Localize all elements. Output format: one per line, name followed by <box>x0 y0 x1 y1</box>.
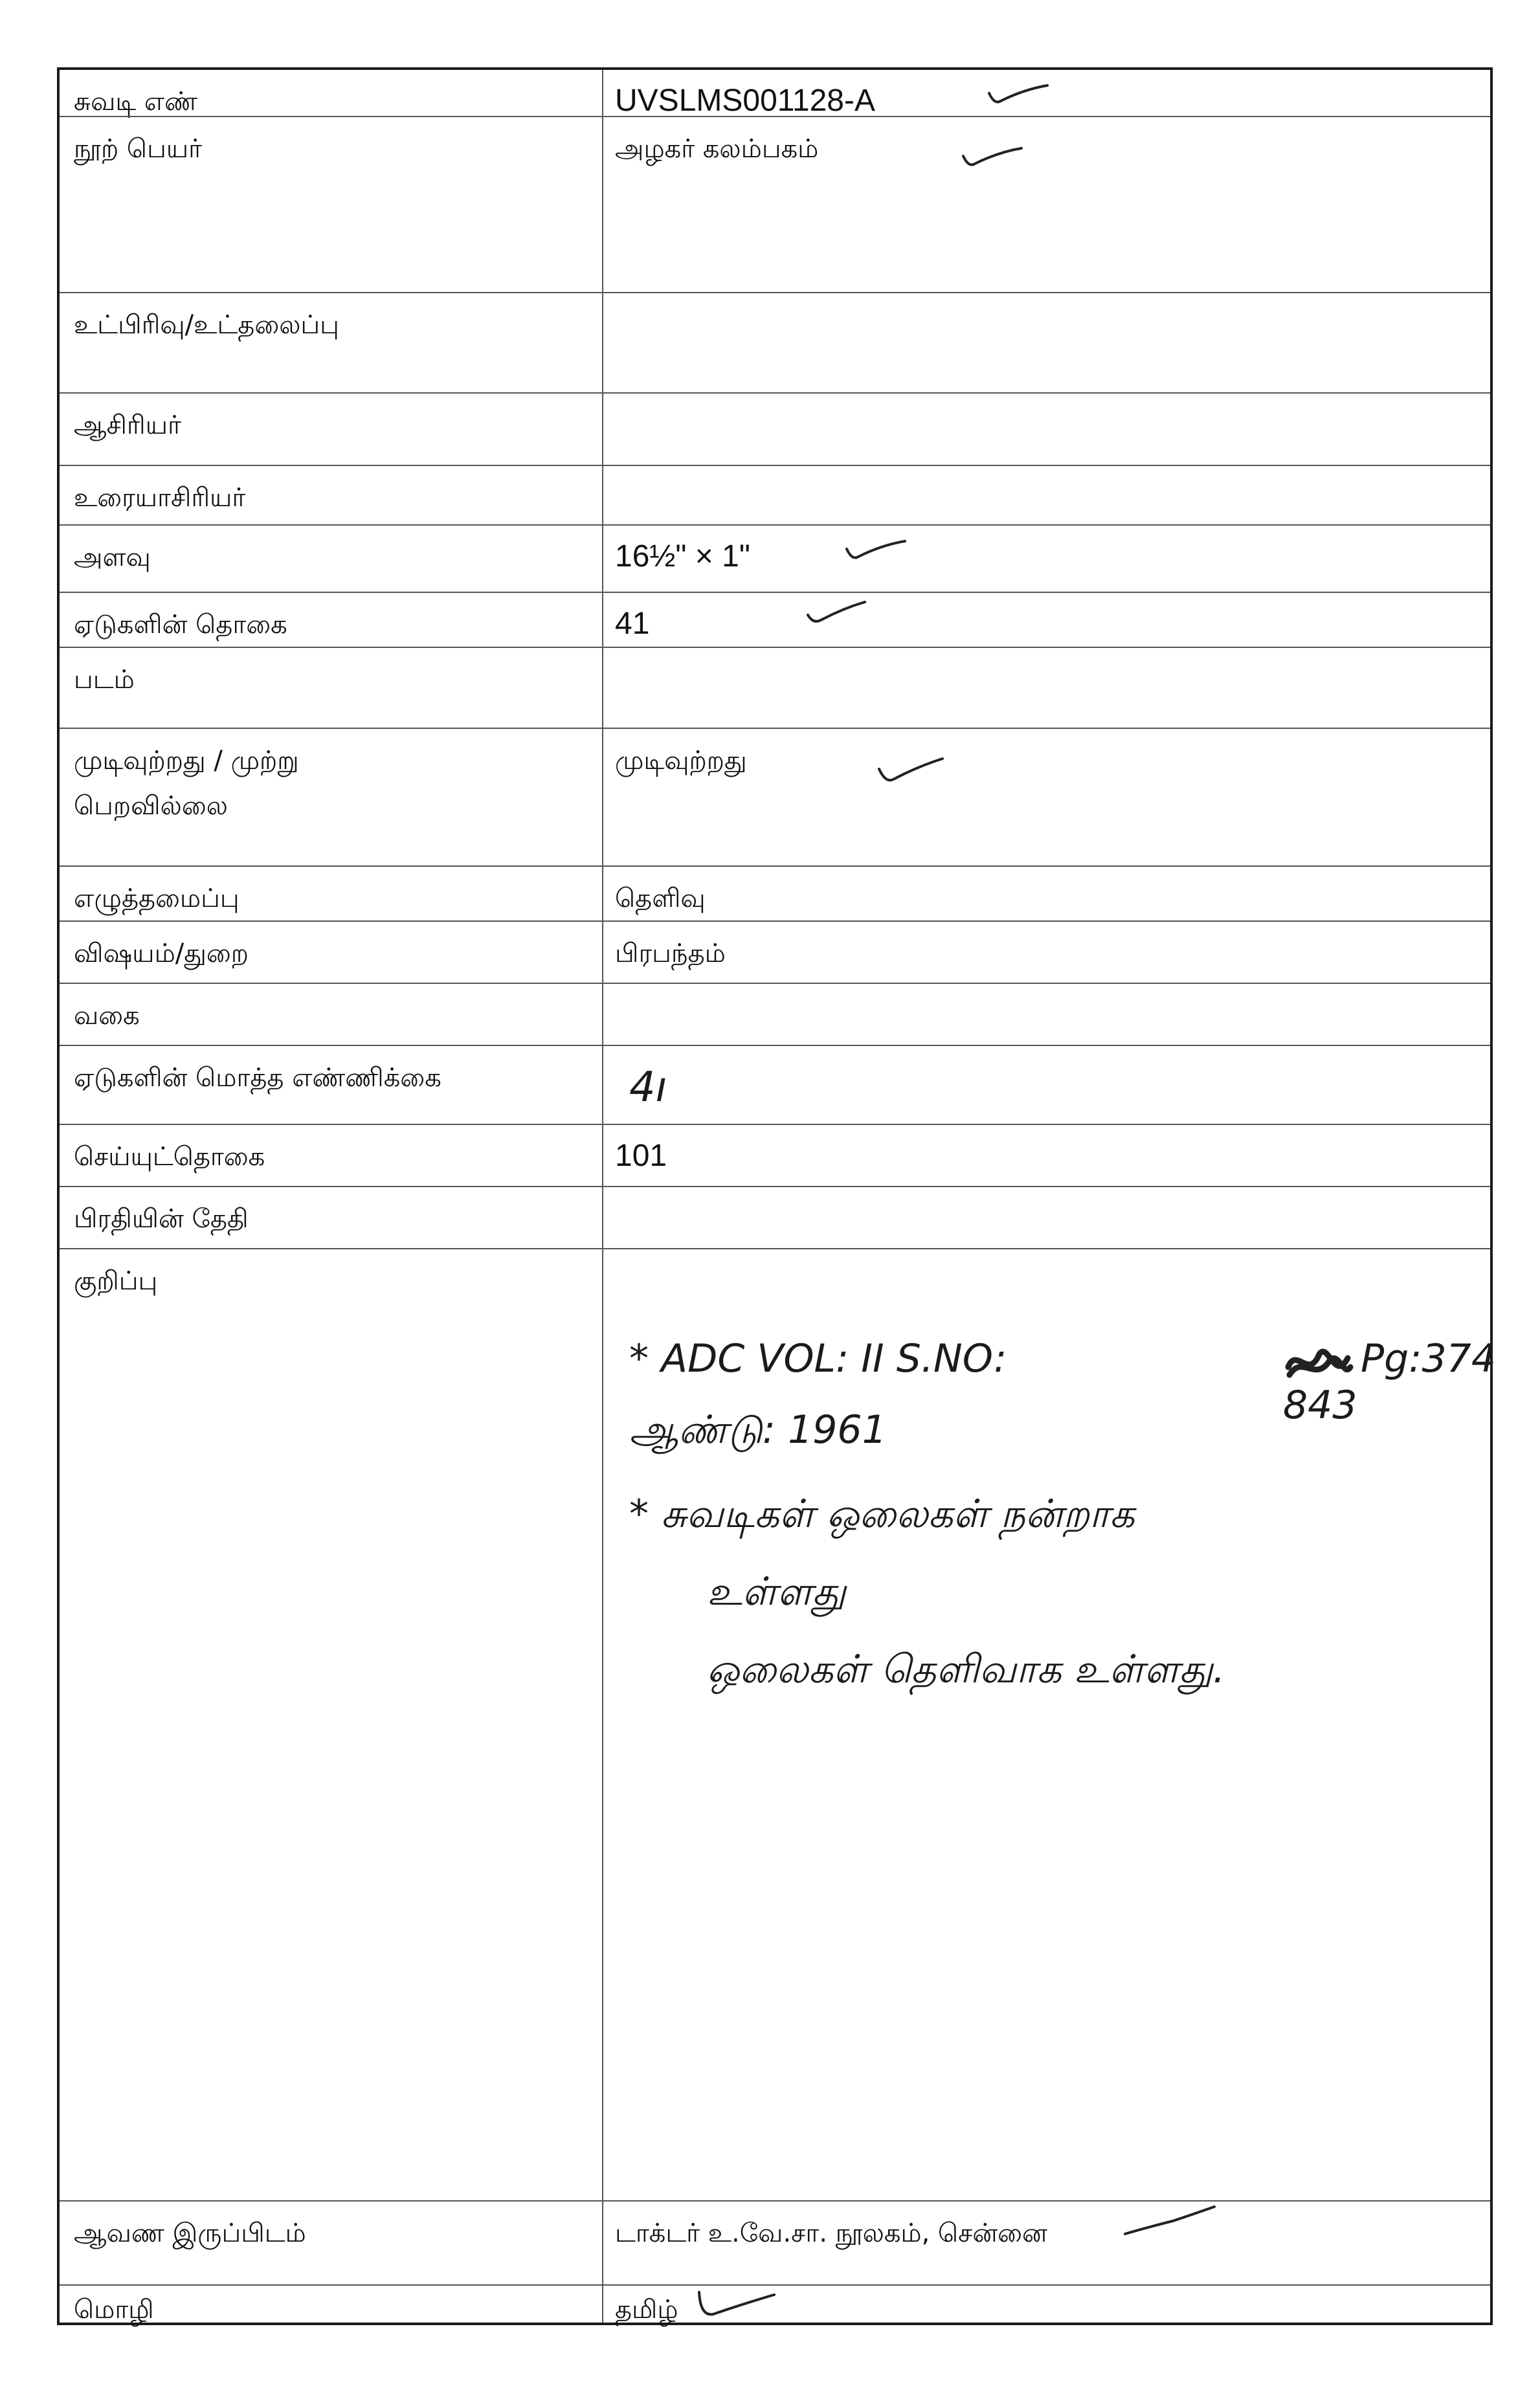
row-commentator <box>60 465 1490 526</box>
value-verse-count: 101 <box>615 1139 667 1173</box>
note-page: Pg:374 <box>1361 1336 1497 1381</box>
label-completion: முடிவுற்றது / முற்று பெறவில்லை <box>74 746 299 821</box>
label-verse-count: செய்யுட்தொகை <box>74 1142 265 1172</box>
check-mark-icon <box>959 144 1024 170</box>
row-manuscript-number <box>60 70 1490 116</box>
row-completion <box>60 728 1490 867</box>
row-script <box>60 865 1490 922</box>
value-completion: முடிவுற்றது <box>615 746 747 775</box>
row-copy-date <box>60 1186 1490 1249</box>
value-subject: பிரபந்தம் <box>615 939 726 968</box>
label-language: மொழி <box>74 2295 154 2325</box>
value-title: அழகர் கலம்பகம் <box>615 134 819 164</box>
value-leaf-count: 41 <box>615 607 650 641</box>
row-leaf-count <box>60 592 1490 648</box>
value-total-leaves: 4ı <box>629 1064 667 1111</box>
row-total-leaves <box>60 1045 1490 1125</box>
value-language: தமிழ் <box>615 2295 678 2325</box>
row-picture <box>60 647 1490 729</box>
label-repository: ஆவண இருப்பிடம் <box>74 2218 306 2248</box>
label-note: குறிப்பு <box>74 1266 158 1296</box>
check-mark-icon <box>804 599 869 625</box>
note-condition-1: * சுவடிகள் ஒலைகள் நன்றாக <box>629 1491 1135 1537</box>
scribble-icon <box>1283 1341 1354 1387</box>
note-year: ஆண்டு: 1961 <box>629 1407 887 1453</box>
label-subdivision: உட்பிரிவு/உட்தலைப்பு <box>74 310 339 340</box>
value-repository: டாக்டர் உ.வே.சா. நூலகம், சென்னை <box>615 2218 1047 2248</box>
check-mark-icon <box>694 2286 778 2322</box>
label-leaf-count: ஏடுகளின் தொகை <box>74 610 287 640</box>
note-reference: * ADC VOL: II S.NO: <box>629 1336 1007 1381</box>
check-mark-icon <box>1121 2202 1218 2240</box>
handwritten-note <box>629 1336 1497 1789</box>
note-serial-correction: 843 <box>1283 1383 1357 1428</box>
note-condition-3: ஒலைகள் தெளிவாக உள்ளது. <box>707 1647 1225 1692</box>
label-title: நூற் பெயர் <box>74 134 203 164</box>
label-commentator: உரையாசிரியர் <box>74 483 246 513</box>
label-picture: படம் <box>74 665 135 695</box>
label-script: எழுத்தமைப்பு <box>74 884 240 913</box>
row-size <box>60 524 1490 593</box>
label-category: வகை <box>74 1001 140 1031</box>
row-title <box>60 116 1490 293</box>
note-condition-2: உள்ளது <box>707 1569 846 1614</box>
row-language <box>60 2284 1490 2324</box>
check-mark-icon <box>843 537 908 563</box>
value-script: தெளிவு <box>615 884 706 913</box>
row-author <box>60 392 1490 466</box>
label-subject: விஷயம்/துறை <box>74 939 249 968</box>
row-repository <box>60 2200 1490 2286</box>
label-author: ஆசிரியர் <box>74 410 181 440</box>
row-category <box>60 983 1490 1046</box>
row-subject <box>60 920 1490 984</box>
value-size: 16½" × 1" <box>615 539 750 574</box>
label-total-leaves: ஏடுகளின் மொத்த எண்ணிக்கை <box>74 1063 441 1093</box>
catalog-card <box>57 67 1497 2325</box>
row-verse-count <box>60 1124 1490 1187</box>
row-subdivision <box>60 292 1490 394</box>
label-size: அளவு <box>74 542 151 572</box>
value-manuscript-number: UVSLMS001128-A <box>615 84 875 118</box>
label-copy-date: பிரதியின் தேதி <box>74 1204 249 1234</box>
check-mark-icon <box>875 755 946 787</box>
check-mark-icon <box>985 82 1050 107</box>
label-manuscript-number: சுவடி எண் <box>74 87 198 117</box>
